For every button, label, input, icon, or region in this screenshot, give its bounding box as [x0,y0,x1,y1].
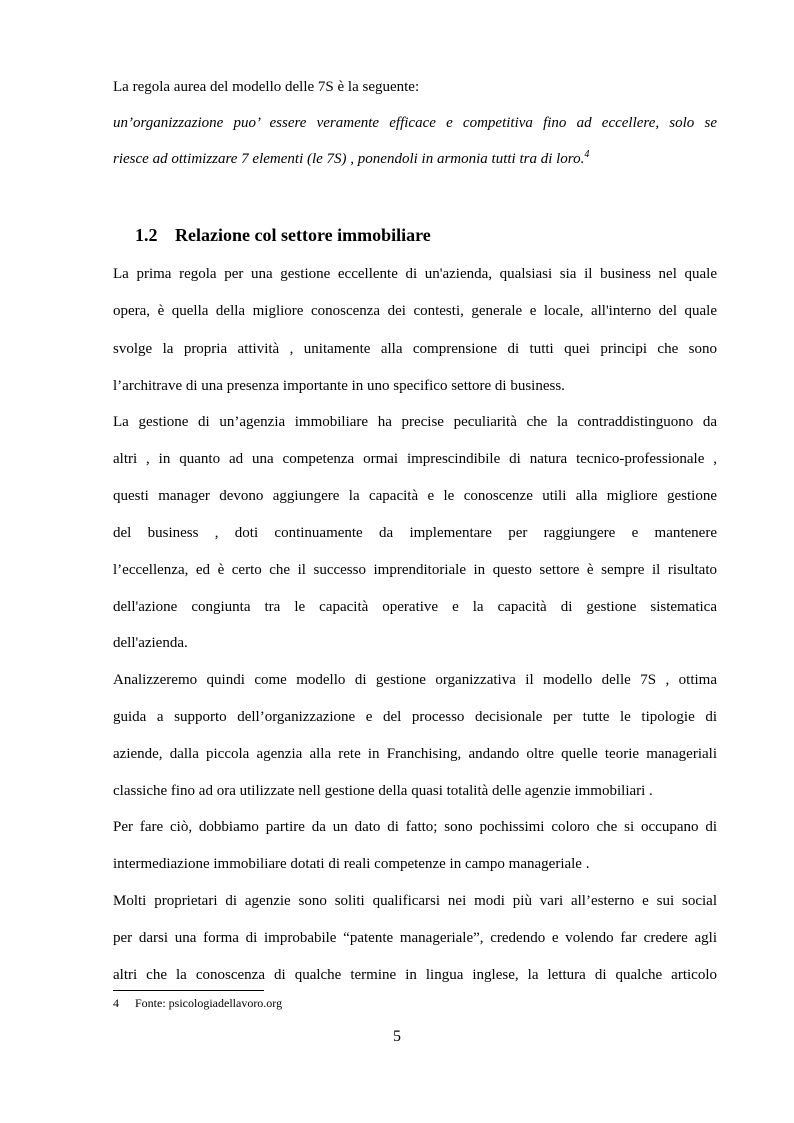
body-line: questi manager devono aggiungere la capacità e le conoscenze utili alla migliore gestione [113,488,717,504]
body-line: Analizzeremo quindi come modello di gestione organizzativa il modello delle 7S , ottima [113,672,717,688]
body-line: Molti proprietari di agenzie sono soliti qualificarsi nei modi più vari all’esterno e sui social [113,893,717,909]
footnote [113,996,282,1010]
section-heading [135,224,431,246]
body-line: guida a supporto dell’organizzazione e del processo decisionale per tutte le tipologie di [113,709,717,725]
body-line: classiche fino ad ora utilizzate nell gestione della quasi totalità delle agenzie immobiliari . [113,783,653,799]
body-line: svolge la propria attività , unitamente alla comprensione di tutti quei principi che sono [113,341,717,357]
section-title: Relazione col settore immobiliare [175,225,431,245]
body-line: dell'azione congiunta tra le capacità operative e la capacità di gestione sistematica [113,599,717,615]
intro-quote-text: riesce ad ottimizzare 7 elementi (le 7S) , ponendoli in armonia tutti tra di loro. [113,151,585,167]
body-line: Per fare ciò, dobbiamo partire da un dato di fatto; sono pochissimi coloro che si occupano di [113,819,717,835]
body-line: aziende, dalla piccola agenzia alla rete in Franchising, andando oltre quelle teorie manageriali [113,746,717,762]
body-line: altri che la conoscenza di qualche termine in lingua inglese, la lettura di qualche articolo [113,967,717,983]
body-line: altri , in quanto ad una competenza ormai imprescindibile di natura tecnico-professionale , [113,451,717,467]
body-line: l’architrave di una presenza importante in uno specifico settore di business. [113,378,565,394]
intro-quote-line [113,150,717,168]
page-number: 5 [393,1028,401,1045]
footnote-reference[interactable]: 4 [584,149,590,160]
section-number: 1.2 [135,225,158,245]
body-line: La prima regola per una gestione eccellente di un'azienda, qualsiasi sia il business nel quale [113,266,717,282]
footnote-separator [113,990,264,991]
body-line: del business , doti continuamente da implementare per raggiungere e mantenere [113,525,717,541]
intro-quote-line: un’organizzazione puo’ essere veramente efficace e competitiva fino ad eccellere, solo se [113,115,717,131]
intro-rule-line: La regola aurea del modello delle 7S è la seguente: [113,79,420,95]
body-line: l’eccellenza, ed è certo che il successo imprenditoriale in questo settore è sempre il risultato [113,562,717,578]
body-line: per darsi una forma di improbabile “patente manageriale”, credendo e volendo far credere agli [113,930,717,946]
body-line: intermediazione immobiliare dotati di reali competenze in campo manageriale . [113,856,590,872]
body-line: dell'azienda. [113,635,188,651]
footnote-text: Fonte: psicologiadellavoro.org [135,996,283,1010]
footnote-number: 4 [113,996,119,1010]
body-line: opera, è quella della migliore conoscenza dei contesti, generale e locale, all'interno del quale [113,303,717,319]
body-line: La gestione di un’agenzia immobiliare ha precise peculiarità che la contraddistinguono da [113,414,717,430]
